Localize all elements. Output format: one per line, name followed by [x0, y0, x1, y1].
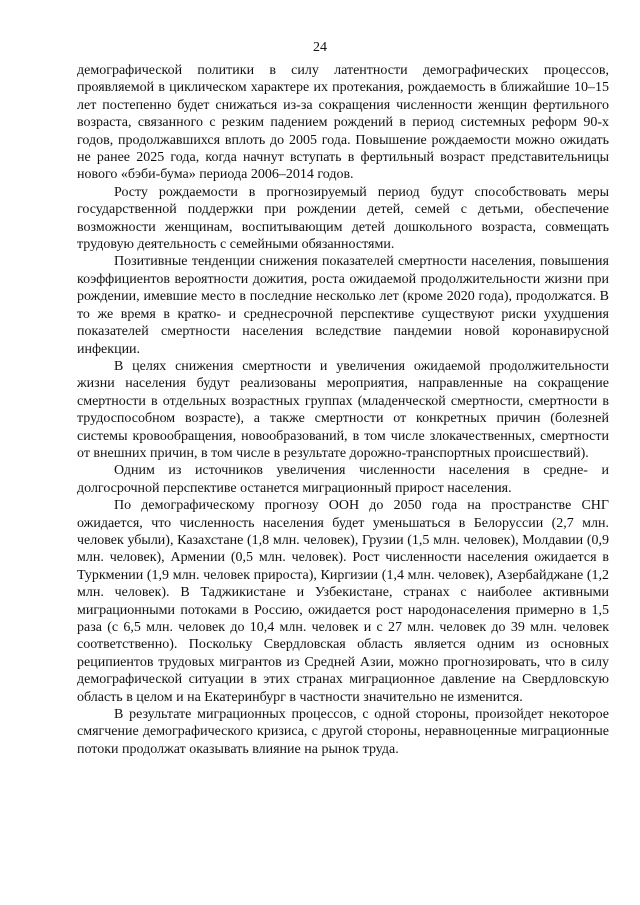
paragraph: В результате миграционных процессов, с одной стороны, произойдет некоторое смягчение демографического кризиса, с другой стороны, неравноценные миграционные потоки продолжат оказывать влияние на рынок труда. — [77, 707, 609, 757]
paragraph: По демографическому прогнозу ООН до 2050 года на пространстве СНГ ожидается, что численность населения будет уменьшаться в Белоруссии (2,7 млн. человек убыли), Казахстане (1,8 млн. человек), Грузии (1,5 млн. человек), Молдавии (0,9 млн. человек), Армении (0,5 млн. человек). Рост численности населения ожидается в Туркмении (1,9 млн. человек прироста), Киргизии (1,4 млн. человек), Азербайджане (1,2 млн. человек). В Таджикистане и Узбекистане, странах с наиболее активными миграционными потоками в Россию, ожидается рост народонаселения примерно в 1,5 раза (с 6,5 млн. человек до 10,4 млн. человек и с 27 млн. человек до 39 млн. человек соответственно). Поскольку Свердловская область является одним из основных реципиентов трудовых мигрантов из Средней Азии, можно прогнозировать, что в силу демографической ситуации в этих странах миграционное давление на Свердловскую область в целом и на Екатеринбург в частности значительно не изменится. — [77, 498, 609, 705]
paragraph: В целях снижения смертности и увеличения ожидаемой продолжительности жизни населения будут реализованы мероприятия, направленные на сокращение смертности в отдельных возрастных группах (младенческой смертности, смертности в трудоспособном возрасте), а также смертности от конкретных причин (болезней системы кровообращения, новообразований, в том числе злокачественных, смертности от внешних причин, в том числе в результате дорожно-транспортных происшествий). — [77, 358, 609, 461]
paragraph-continued: демографической политики в силу латентности демографических процессов, проявляемой в цикличeском характере их протекания, рождаемость в ближайшие 10–15 лет постепенно будет снижаться из-за сокращения численности женщин фертильного возраста, связанного с резким падением рождений в период системных реформ 90-х годов, продолжавшихся вплоть до 2005 года. Повышение рождаемости можно ожидать не ранее 2025 года, когда начнут вступать в фертильный возраст представительницы нового «бэби-бума» периода 2006–2014 годов. — [77, 63, 609, 183]
paragraph: Позитивные тенденции снижения показателей смертности населения, повышения коэффициентов вероятности дожития, роста ожидаемой продолжительности жизни при рождении, имевшие место в последние несколько лет (кроме 2020 года), продолжатся. В то же время в кратко- и среднесрочной перспективе существуют риски ухудшения показателей смертности населения вследствие пандемии новой коронавирусной инфекции. — [77, 254, 609, 357]
document-body — [77, 62, 609, 758]
paragraph: Росту рождаемости в прогнозируемый период будут способствовать меры государственной поддержки при рождении детей, семей с детьми, обеспечение возможности женщинам, воспитывающим детей дошкольного возраста, совмещать трудовую деятельность с семейными обязанностями. — [77, 184, 609, 253]
paragraph: Одним из источников увеличения численности населения в средне- и долгосрочной перспективе останется миграционный прирост населения. — [77, 463, 609, 496]
page-number: 24 — [313, 40, 327, 55]
